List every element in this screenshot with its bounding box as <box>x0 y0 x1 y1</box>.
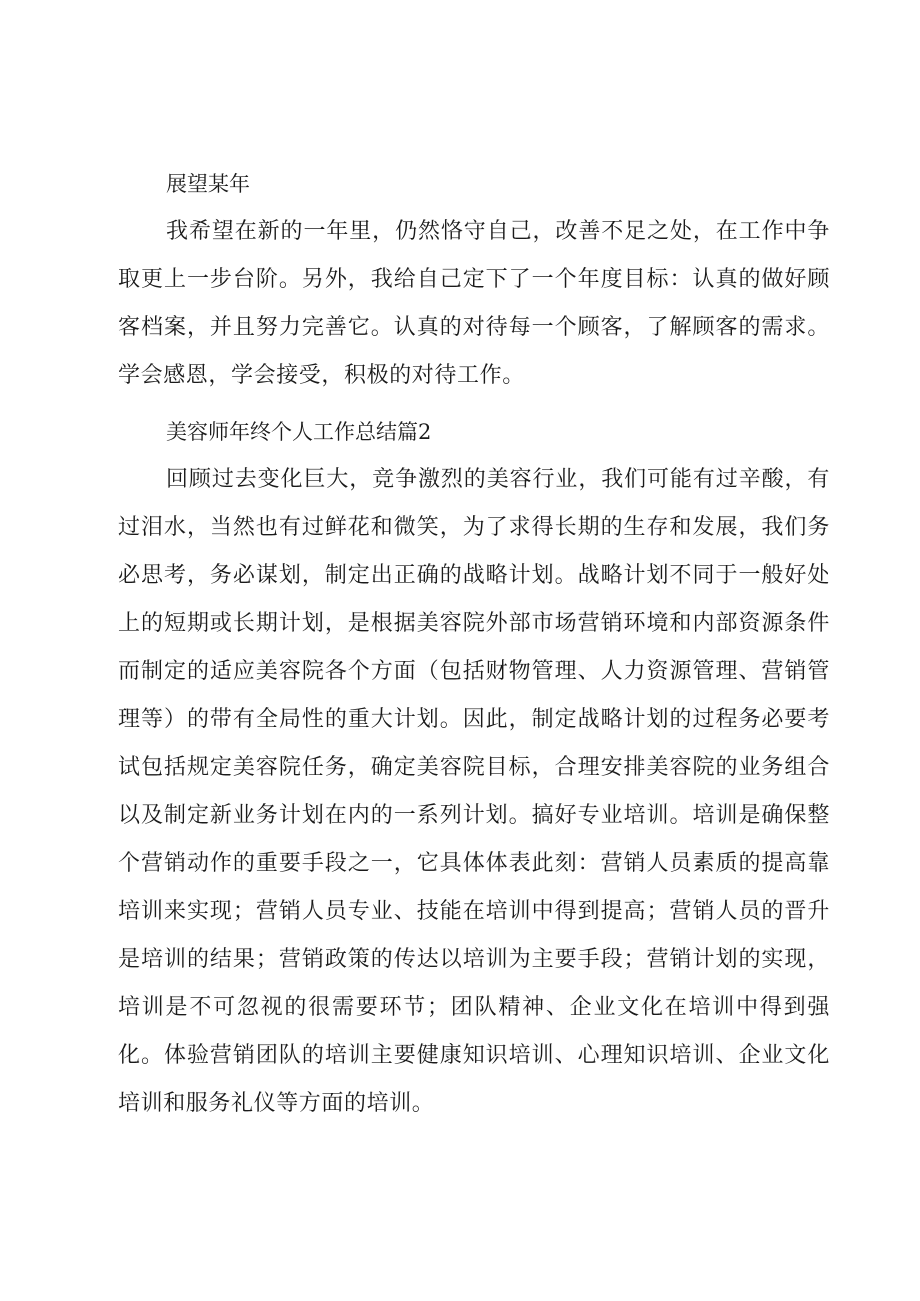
paragraph-outlook: 我希望在新的一年里，仍然恪守自己，改善不足之处，在工作中争取更上一步台阶。另外，我给自己定下了一个年度目标：认真的做好顾客档案，并且努力完善它。认真的对待每一个顾客，了解顾客的需求。学会感恩，学会接受，积极的对待工作。 <box>118 219 830 388</box>
document-page <box>118 160 830 1128</box>
paragraph-article-2: 回顾过去变化巨大，竞争激烈的美容行业，我们可能有过辛酸，有过泪水，当然也有过鲜花和微笑，为了求得长期的生存和发展，我们务必思考，务必谋划，制定出正确的战略计划。战略计划不同于一般好处上的短期或长期计划，是根据美容院外部市场营销环境和内部资源条件而制定的适应美容院各个方面（包括财物管理、人力资源管理、营销管理等）的带有全局性的重大计划。因此，制定战略计划的过程务必要考试包括规定美容院任务，确定美容院目标，合理安排美容院的业务组合以及制定新业务计划在内的一系列计划。搞好专业培训。培训是确保整个营销动作的重要手段之一，它具体体表此刻：营销人员素质的提高靠培训来实现；营销人员专业、技能在培训中得到提高；营销人员的晋升是培训的结果；营销政策的传达以培训为主要手段；营销计划的实现，培训是不可忽视的很需要环节；团队精神、企业文化在培训中得到强化。体验营销团队的培训主要健康知识培训、心理知识培训、企业文化培训和服务礼仪等方面的培训。 <box>118 467 830 1116</box>
section-heading-outlook: 展望某年 <box>166 172 250 196</box>
section-heading-article-2: 美容师年终个人工作总结篇2 <box>166 420 432 444</box>
